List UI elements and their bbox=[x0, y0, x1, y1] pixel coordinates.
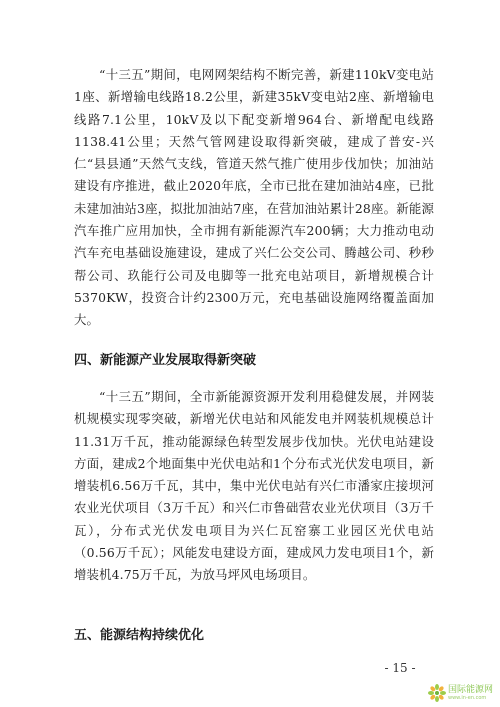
watermark-url: www.in-en.com bbox=[448, 695, 487, 701]
paragraph-new-energy-development: “十三五”期间，全市新能源资源开发利用稳健发展，并网装机规模实现零突破，新增光伏电站和风能发电并网装机规模总计11.31万千瓦，推动能源绿色转型发展步伐加快。光伏电站建设方面，建成2个地面集中光伏电站和1个分布式光伏发电项目，新增装机6.56万千瓦，其中，集中光伏电站有兴仁市潘家庄接坝河农业光伏项目（3万千瓦）和兴仁市鲁础营农业光伏项目（3万千瓦），分布式光伏发电项目为兴仁瓦窑寨工业园区光伏电站（0.56万千瓦）；风能发电建设方面，建成风力发电项目1个，新增装机4.75万千瓦，为放马坪风电场项目。 bbox=[74, 389, 434, 583]
watermark bbox=[428, 684, 498, 704]
page-number: - 15 - bbox=[384, 661, 416, 675]
section-heading-new-energy-industry: 四、新能源产业发展取得新突破 bbox=[74, 353, 257, 368]
section-heading-energy-structure: 五、能源结构持续优化 bbox=[74, 628, 205, 643]
watermark-text: 国际能源网 bbox=[448, 685, 494, 695]
sun-flower-logo-icon bbox=[428, 684, 446, 702]
paragraph-grid-and-energy-infrastructure: “十三五”期间，电网网架结构不断完善，新建110kV变电站1座、新增输电线路18.2公里，新建35kV变电站2座、新增输电线路7.1公里，10kV及以下配变新增964台、新增配电线路1138.41公里；天然气管网建设取得新突破，建成了普安-兴仁“县县通”天然气支线，管道天然气推广使用步伐加快；加油站建设有序推进，截止2020年底，全市已批在建加油站4座，已批未建加油站3座，拟批加油站7座，在营加油站累计28座。新能源汽车推广应用加快，全市拥有新能源汽车200辆；大力推动电动汽车充电基础设施建设，建成了兴仁公交公司、腾越公司、秒秒帮公司、玖能行公司及电脚等一批充电站项目，新增规模合计5370KW，投资合计约2300万元，充电基础设施网络覆盖面加大。 bbox=[74, 67, 434, 328]
